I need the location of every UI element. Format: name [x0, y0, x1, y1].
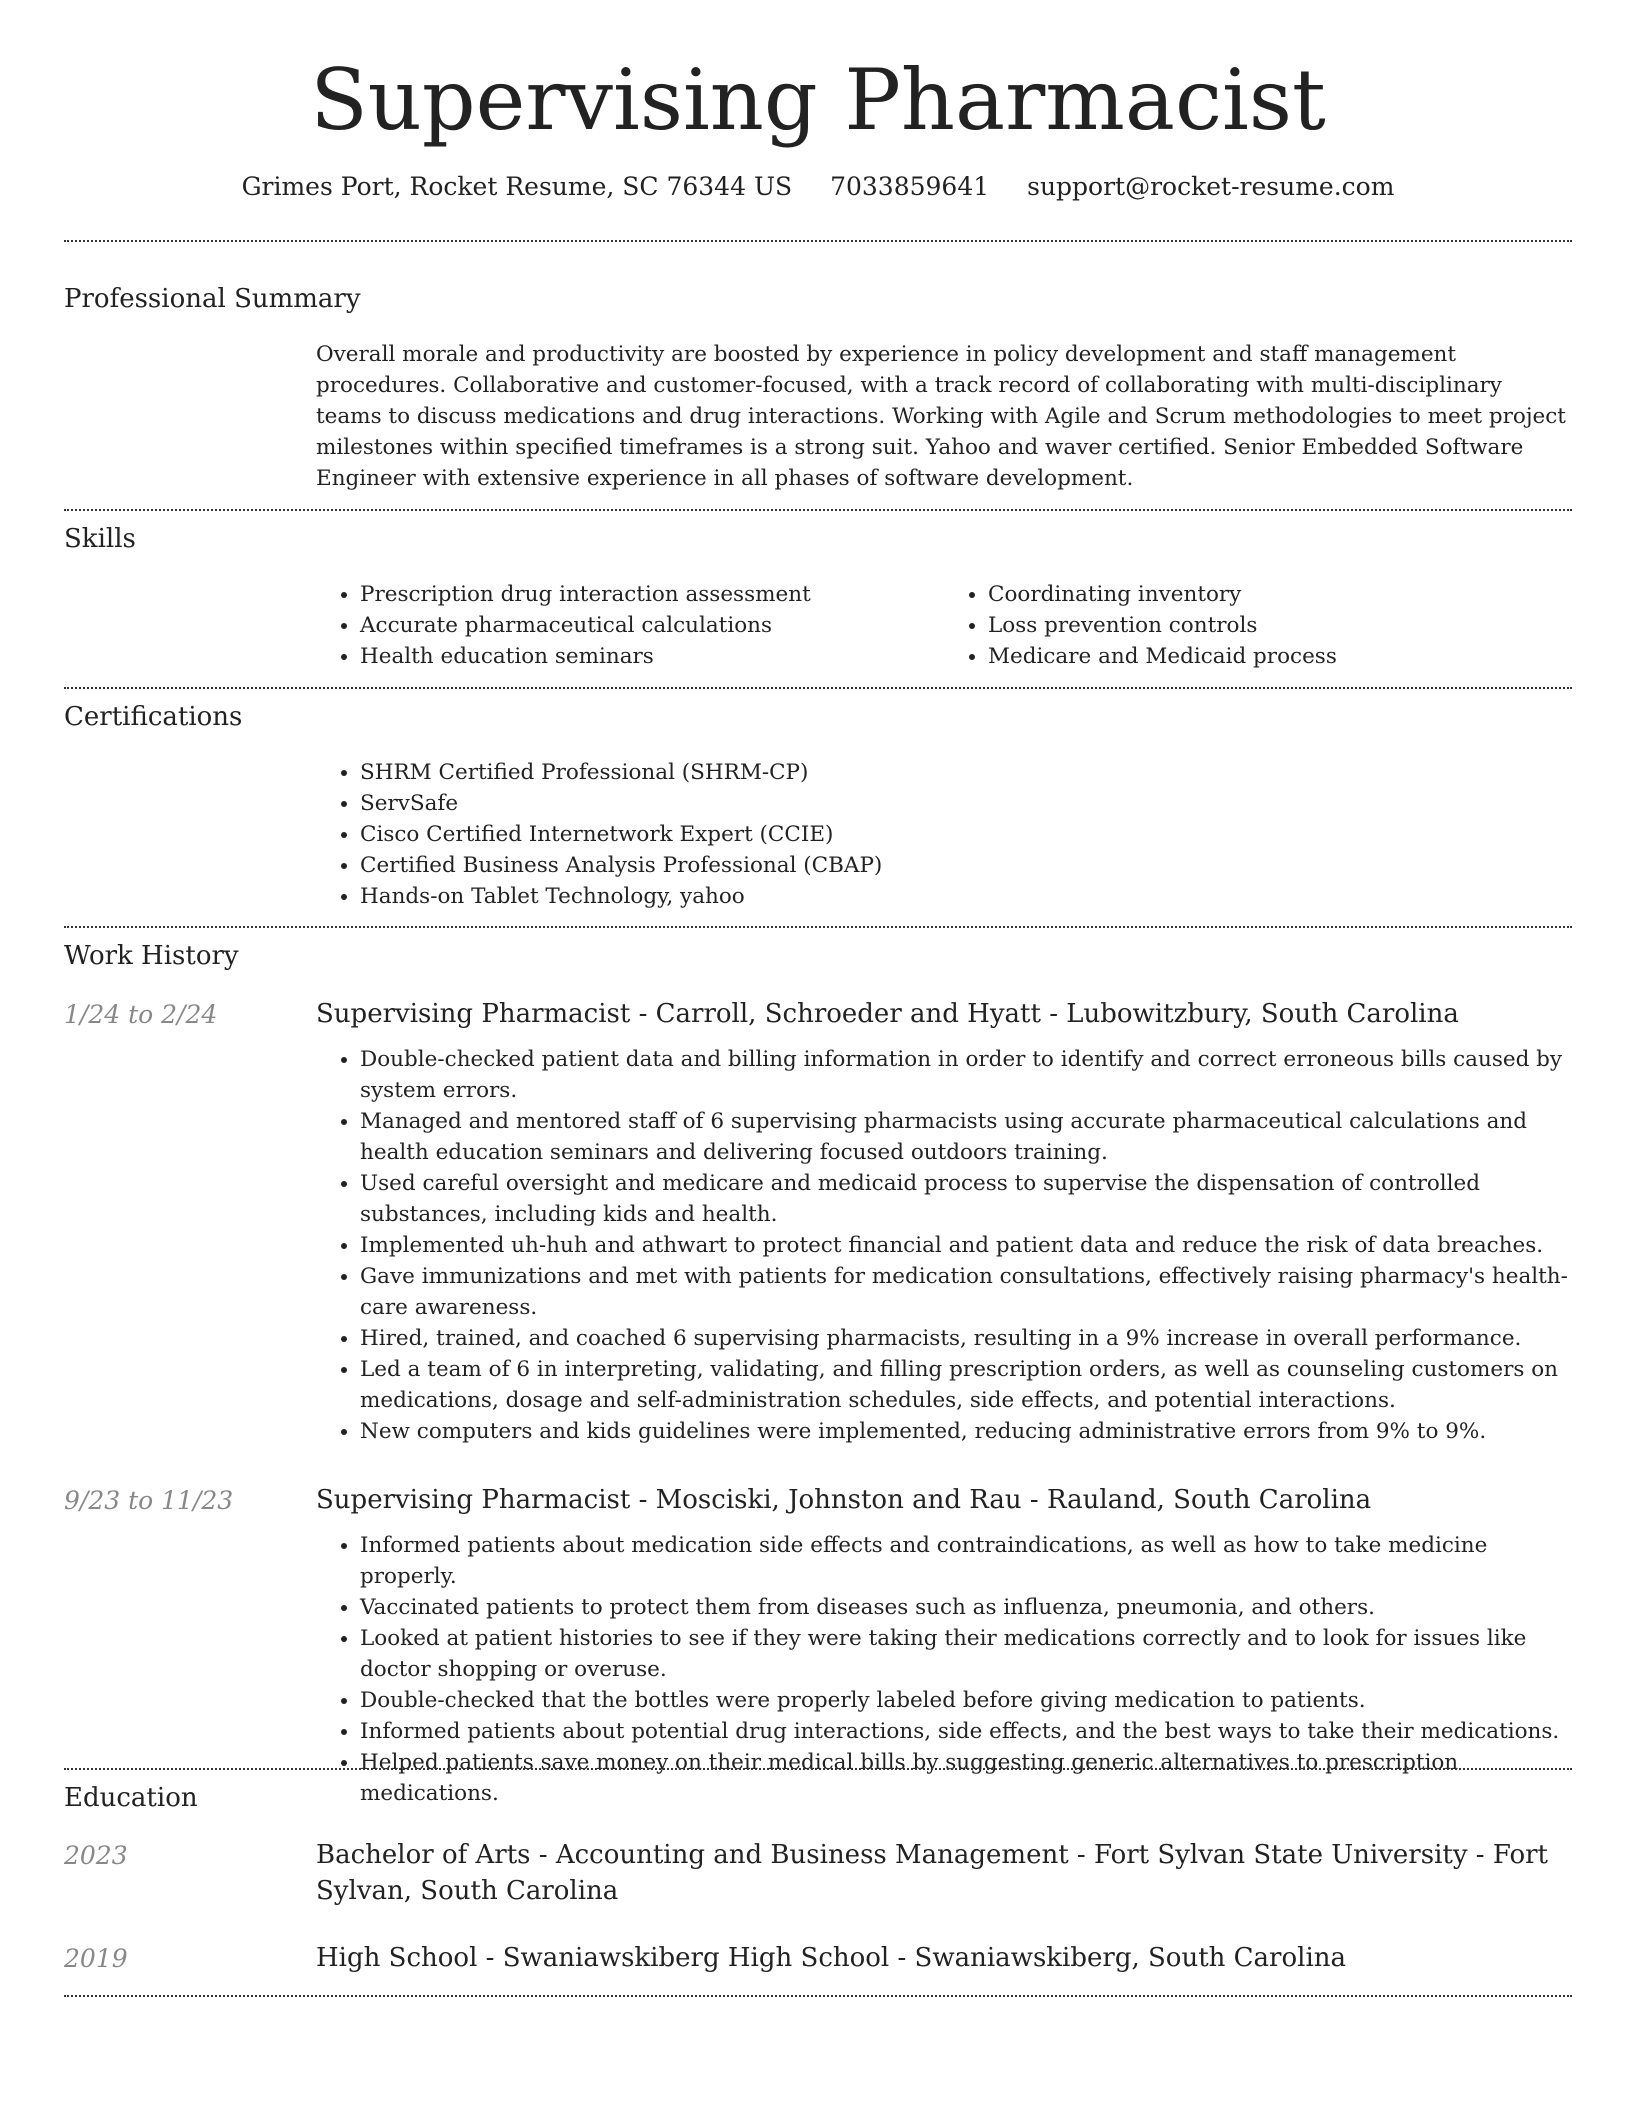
summary-text: Overall morale and productivity are boosted by experience in policy development and staff management procedures. Collaborative and customer-focused, with a track record of collaborating with multi-disciplinary teams to discuss medications and drug interactions. Working with Agile and Scrum methodologies to meet project milestones within specified timeframes is a strong suit. Yahoo and waver certified. Senior Embedded Software Engineer with extensive experience in all phases of software development. [316, 342, 1566, 491]
certification-item: • Hands-on Tablet Technology, yahoo [360, 881, 1572, 912]
skills-heading: Skills [64, 524, 136, 554]
job-entry [316, 996, 1572, 1447]
summary-heading: Professional Summary [64, 284, 361, 314]
contact-line [64, 170, 1572, 204]
skills-column-right [944, 579, 1572, 672]
divider [64, 926, 1572, 928]
skill-item: • Loss prevention controls [988, 610, 1572, 641]
divider [64, 240, 1572, 242]
job-heading: Supervising Pharmacist - Mosciski, Johnston and Rau - Rauland, South Carolina [316, 1485, 1372, 1515]
skills-list [316, 579, 1572, 672]
job-bullet: • Vaccinated patients to protect them from diseases such as influenza, pneumonia, and others. [360, 1592, 1572, 1623]
skill-item: • Coordinating inventory [988, 579, 1572, 610]
job-bullet: • Used careful oversight and medicare and medicaid process to supervise the dispensation of controlled substances, including kids and health. [360, 1168, 1572, 1230]
job-bullet: • Led a team of 6 in interpreting, validating, and filling prescription orders, as well as counseling customers on medications, dosage and self-administration schedules, side effects, and potential interactions. [360, 1354, 1572, 1416]
education-entry [316, 1837, 1572, 1909]
skills-column-left [316, 579, 944, 672]
certifications-list [316, 757, 1572, 912]
skill-item: • Accurate pharmaceutical calculations [360, 610, 944, 641]
job-bullet: • Managed and mentored staff of 6 supervising pharmacists using accurate pharmaceutical calculations and health education seminars and delivering focused outdoors training. [360, 1106, 1572, 1168]
certification-item: • Cisco Certified Internetwork Expert (CCIE) [360, 819, 1572, 850]
divider [64, 509, 1572, 511]
contact-address: Grimes Port, Rocket Resume, SC 76344 US [241, 172, 793, 201]
education-heading-text: High School - Swaniawskiberg High School - Swaniawskiberg, South Carolina [316, 1943, 1347, 1973]
divider [64, 1995, 1572, 1997]
job-dates: 9/23 to 11/23 [64, 1486, 234, 1515]
job-bullet: • Hired, trained, and coached 6 supervising pharmacists, resulting in a 9% increase in overall performance. [360, 1323, 1572, 1354]
summary-section [316, 339, 1572, 494]
job-bullet: • Implemented uh-huh and athwart to protect financial and patient data and reduce the risk of data breaches. [360, 1230, 1572, 1261]
candidate-name: Supervising Pharmacist [310, 51, 1326, 149]
education-heading: Education [64, 1783, 198, 1813]
certification-item: • SHRM Certified Professional (SHRM-CP) [360, 757, 1572, 788]
job-heading: Supervising Pharmacist - Carroll, Schroeder and Hyatt - Lubowitzbury, South Carolina [316, 999, 1459, 1029]
contact-email[interactable]: support@rocket-resume.com [1027, 172, 1395, 201]
job-bullet: • Gave immunizations and met with patients for medication consultations, effectively raising pharmacy's health-care awareness. [360, 1261, 1572, 1323]
education-heading-text: Bachelor of Arts - Accounting and Business Management - Fort Sylvan State University - Fort Sylvan, South Carolina [316, 1840, 1548, 1906]
certifications-heading: Certifications [64, 702, 243, 732]
divider [64, 1768, 1572, 1770]
contact-phone: 7033859641 [830, 172, 990, 201]
job-dates: 1/24 to 2/24 [64, 1000, 218, 1029]
education-year: 2023 [64, 1841, 128, 1870]
skill-item: • Prescription drug interaction assessment [360, 579, 944, 610]
skill-item: • Health education seminars [360, 641, 944, 672]
job-bullet: • Informed patients about potential drug interactions, side effects, and the best ways to take their medications. [360, 1716, 1572, 1747]
education-year: 2019 [64, 1944, 128, 1973]
certification-item: • Certified Business Analysis Professional (CBAP) [360, 850, 1572, 881]
skill-item: • Medicare and Medicaid process [988, 641, 1572, 672]
job-bullet: • New computers and kids guidelines were implemented, reducing administrative errors from 9% to 9%. [360, 1416, 1572, 1447]
job-entry [316, 1482, 1572, 1809]
work-history-heading: Work History [64, 941, 239, 971]
divider [64, 687, 1572, 689]
job-bullet: • Double-checked patient data and billing information in order to identify and correct erroneous bills caused by system errors. [360, 1044, 1572, 1106]
certification-item: • ServSafe [360, 788, 1572, 819]
job-bullet: • Double-checked that the bottles were properly labeled before giving medication to patients. [360, 1685, 1572, 1716]
job-bullet: • Helped patients save money on their medical bills by suggesting generic alternatives to prescription medications. [360, 1747, 1572, 1809]
job-bullet: • Informed patients about medication side effects and contraindications, as well as how to take medicine properly. [360, 1530, 1572, 1592]
education-entry [316, 1940, 1572, 1976]
job-bullet: • Looked at patient histories to see if they were taking their medications correctly and to look for issues like doctor shopping or overuse. [360, 1623, 1572, 1685]
